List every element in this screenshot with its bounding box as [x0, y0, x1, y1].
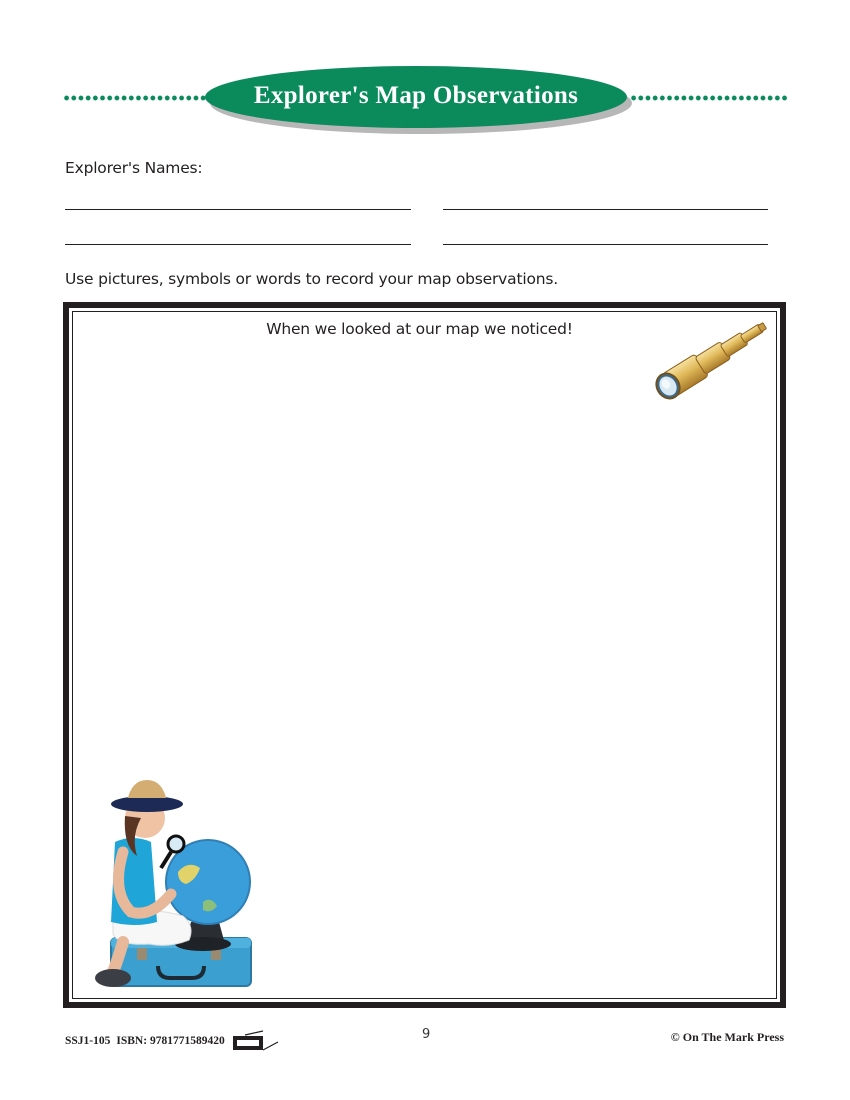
name-line-4[interactable] [443, 244, 768, 245]
dotted-rule-left [63, 95, 207, 101]
footer-copyright: © On The Mark Press [670, 1030, 784, 1044]
title-banner [205, 66, 627, 128]
footer-publication-info [65, 1030, 281, 1052]
name-line-2[interactable] [443, 209, 768, 210]
dotted-rule-right [630, 95, 788, 101]
page-title: Explorer's Map Observations [253, 82, 579, 109]
name-line-3[interactable] [65, 244, 411, 245]
observation-box[interactable] [63, 302, 786, 1008]
explorer-girl-illustration [83, 752, 273, 992]
name-line-1[interactable] [65, 209, 411, 210]
page-number: 9 [422, 1027, 431, 1042]
footer-isbn: 9781771589420 [149, 1035, 225, 1047]
footer-code: SSJ1-105 [65, 1035, 111, 1047]
observation-box-inner [72, 311, 777, 999]
observation-heading: When we looked at our map we noticed! [266, 320, 573, 338]
footer-isbn-label: ISBN: [116, 1035, 148, 1047]
publisher-logo-icon [231, 1030, 281, 1052]
telescope-icon [646, 316, 772, 402]
names-label: Explorer's Names: [65, 159, 203, 177]
instructions-text: Use pictures, symbols or words to record your map observations. [65, 270, 558, 288]
